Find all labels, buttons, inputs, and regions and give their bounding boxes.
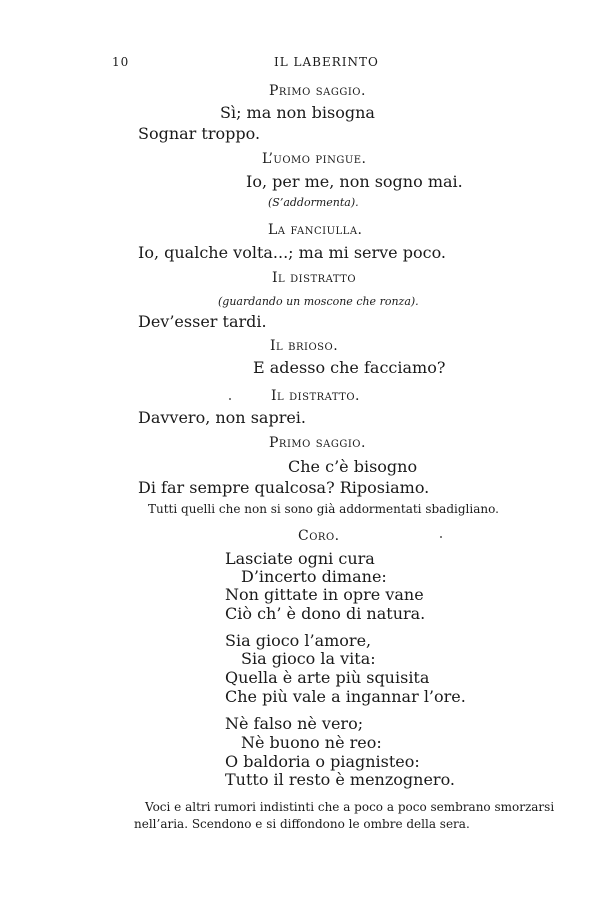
verse-line: Lasciate ogni cura: [225, 549, 375, 568]
speaker-label: Il brioso.: [270, 338, 339, 354]
speaker-label: Il distratto.: [271, 388, 360, 404]
speaker-label: La fanciulla.: [268, 222, 363, 238]
speaker-label: Il distratto: [272, 270, 357, 286]
verse-line: D’incerto dimane:: [241, 567, 387, 586]
verse-line: Sì; ma non bisogna: [220, 103, 375, 122]
verse-line: Sia gioco la vita:: [241, 649, 376, 668]
final-stage-direction-line: Voci e altri rumori indistinti che a poco a poco sembrano smorzarsi: [145, 800, 555, 814]
verse-line: O baldoria o piagnisteo:: [225, 752, 420, 771]
speaker-label: Primo saggio.: [269, 83, 366, 99]
verse-line: Che più vale a ingannar l’ore.: [225, 687, 466, 706]
verse-line: Ciò ch’ è dono di natura.: [225, 604, 426, 623]
verse-line: Che c’è bisogno: [288, 457, 418, 476]
print-speck: [440, 536, 442, 538]
final-stage-direction-line: nell’aria. Scendono e si diffondono le ombre della sera.: [134, 817, 470, 831]
speaker-label: L’uomo pingue.: [262, 151, 367, 167]
verse-line: Tutto il resto è menzognero.: [225, 770, 456, 789]
verse-line: Sia gioco l’amore,: [225, 631, 372, 650]
verse-line: Dev’esser tardi.: [138, 312, 267, 331]
verse-line: Nè buono nè reo:: [241, 733, 382, 752]
verse-line: Non gittate in opre vane: [225, 585, 424, 604]
stage-direction: (guardando un moscone che ronza).: [218, 295, 419, 308]
stage-direction: Tutti quelli che non si sono già addormentati sbadigliano.: [148, 502, 499, 516]
verse-line: Davvero, non saprei.: [138, 408, 307, 427]
print-speck: [229, 398, 231, 400]
verse-line: E adesso che facciamo?: [253, 358, 446, 377]
running-title: IL LABERINTO: [274, 55, 379, 69]
speaker-label: Coro.: [298, 528, 340, 544]
verse-line: Io, qualche volta...; ma mi serve poco.: [138, 243, 447, 262]
verse-line: Sognar troppo.: [138, 124, 261, 143]
verse-line: Di far sempre qualcosa? Riposiamo.: [138, 478, 430, 497]
page-number: 10: [112, 55, 130, 69]
speaker-label: Primo saggio.: [269, 435, 366, 451]
verse-line: Nè falso nè vero;: [225, 714, 364, 733]
verse-line: Quella è arte più squisita: [225, 668, 430, 687]
stage-direction: (S’addormenta).: [268, 196, 359, 209]
verse-line: Io, per me, non sogno mai.: [246, 172, 463, 191]
